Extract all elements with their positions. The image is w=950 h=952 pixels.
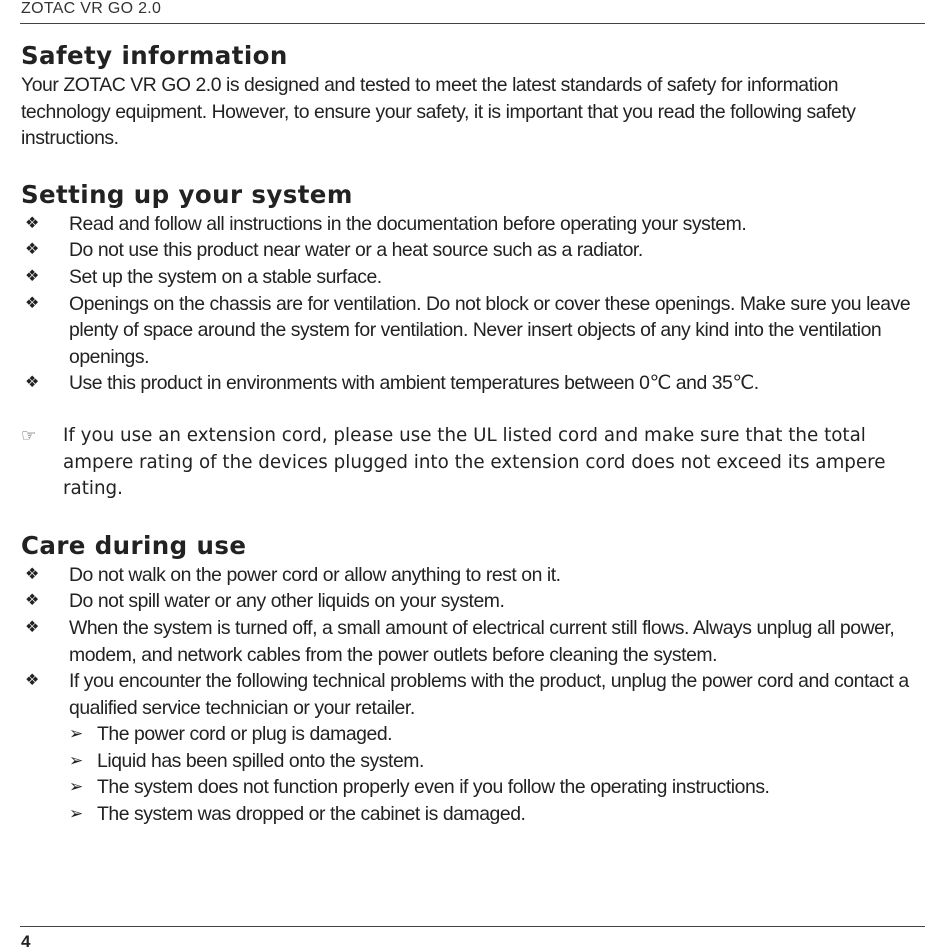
sub-item-text: Liquid has been spilled onto the system. <box>97 749 424 772</box>
diamond-bullet-icon: ❖ <box>25 294 39 312</box>
diamond-bullet-icon: ❖ <box>25 672 39 690</box>
list-item-text: Use this product in environments with ambient temperatures between 0℃ and 35℃. <box>69 372 759 395</box>
diamond-bullet-icon: ❖ <box>25 267 39 285</box>
list-item <box>21 370 926 397</box>
list-item <box>21 264 926 291</box>
list-item <box>21 211 926 238</box>
sub-list-item <box>69 748 926 775</box>
care-list <box>21 562 926 828</box>
list-item-text: Do not walk on the power cord or allow anything to rest on it. <box>69 563 561 586</box>
sub-list-item <box>69 801 926 828</box>
arrow-bullet-icon: ➢ <box>69 750 83 770</box>
diamond-bullet-icon: ❖ <box>25 374 39 392</box>
running-header: ZOTAC VR GO 2.0 <box>21 0 162 17</box>
sub-item-text: The system does not function properly even if you follow the operating instructions. <box>97 776 770 799</box>
page-number: 4 <box>21 932 31 951</box>
sub-list-item <box>69 721 926 748</box>
list-item <box>21 615 926 668</box>
sub-item-text: The power cord or plug is damaged. <box>97 723 393 746</box>
arrow-bullet-icon: ➢ <box>69 777 83 797</box>
list-item <box>21 668 926 828</box>
sub-list-item <box>69 774 926 801</box>
diamond-bullet-icon: ❖ <box>25 241 39 259</box>
list-item-text: Do not spill water or any other liquids on your system. <box>69 590 505 613</box>
setup-heading: Setting up your system <box>21 179 353 209</box>
list-item-text: If you encounter the following technical problems with the product, unplug the power cord and contact a qualified service technician or your retailer. <box>69 670 909 719</box>
list-item-text: Set up the system on a stable surface. <box>69 265 382 288</box>
pointing-hand-icon: ☞ <box>21 425 37 446</box>
diamond-bullet-icon: ❖ <box>25 214 39 232</box>
diamond-bullet-icon: ❖ <box>25 592 39 610</box>
diamond-bullet-icon: ❖ <box>25 565 39 583</box>
diamond-bullet-icon: ❖ <box>25 618 39 636</box>
list-item-text: When the system is turned off, a small amount of electrical current still flows. Always unplug all power, modem, and network cables from the power outlets before cleaning the system. <box>69 616 895 666</box>
list-item <box>21 588 926 615</box>
arrow-bullet-icon: ➢ <box>69 804 83 824</box>
safety-intro: Your ZOTAC VR GO 2.0 is designed and tested to meet the latest standards of safety for information technology equipment. However, to ensure your safety, it is important that you read the following safety instructions. <box>21 74 856 150</box>
note-text: If you use an extension cord, please use the UL listed cord and make sure that the total ampere rating of the devices plugged into the extension cord does not exceed its ampere rating. <box>63 424 886 500</box>
footer-divider <box>20 926 925 927</box>
extension-cord-note <box>21 423 926 503</box>
sub-item-text: The system was dropped or the cabinet is damaged. <box>97 803 526 826</box>
safety-heading: Safety information <box>21 41 288 70</box>
care-heading: Care during use <box>21 530 247 560</box>
list-item-text: Openings on the chassis are for ventilation. Do not block or cover these openings. Make sure you leave plenty of space around the system for ventilation. Never insert objects of any kind into the ventilation openings. <box>69 292 911 368</box>
list-item <box>21 237 926 264</box>
list-item <box>21 562 926 589</box>
problem-list <box>69 721 926 827</box>
page-content <box>21 40 926 828</box>
setup-list <box>21 211 926 397</box>
list-item-text: Do not use this product near water or a heat source such as a radiator. <box>69 239 643 262</box>
header-divider <box>20 23 925 24</box>
list-item-text: Read and follow all instructions in the documentation before operating your system. <box>69 212 747 235</box>
list-item <box>21 291 926 371</box>
arrow-bullet-icon: ➢ <box>69 724 83 744</box>
